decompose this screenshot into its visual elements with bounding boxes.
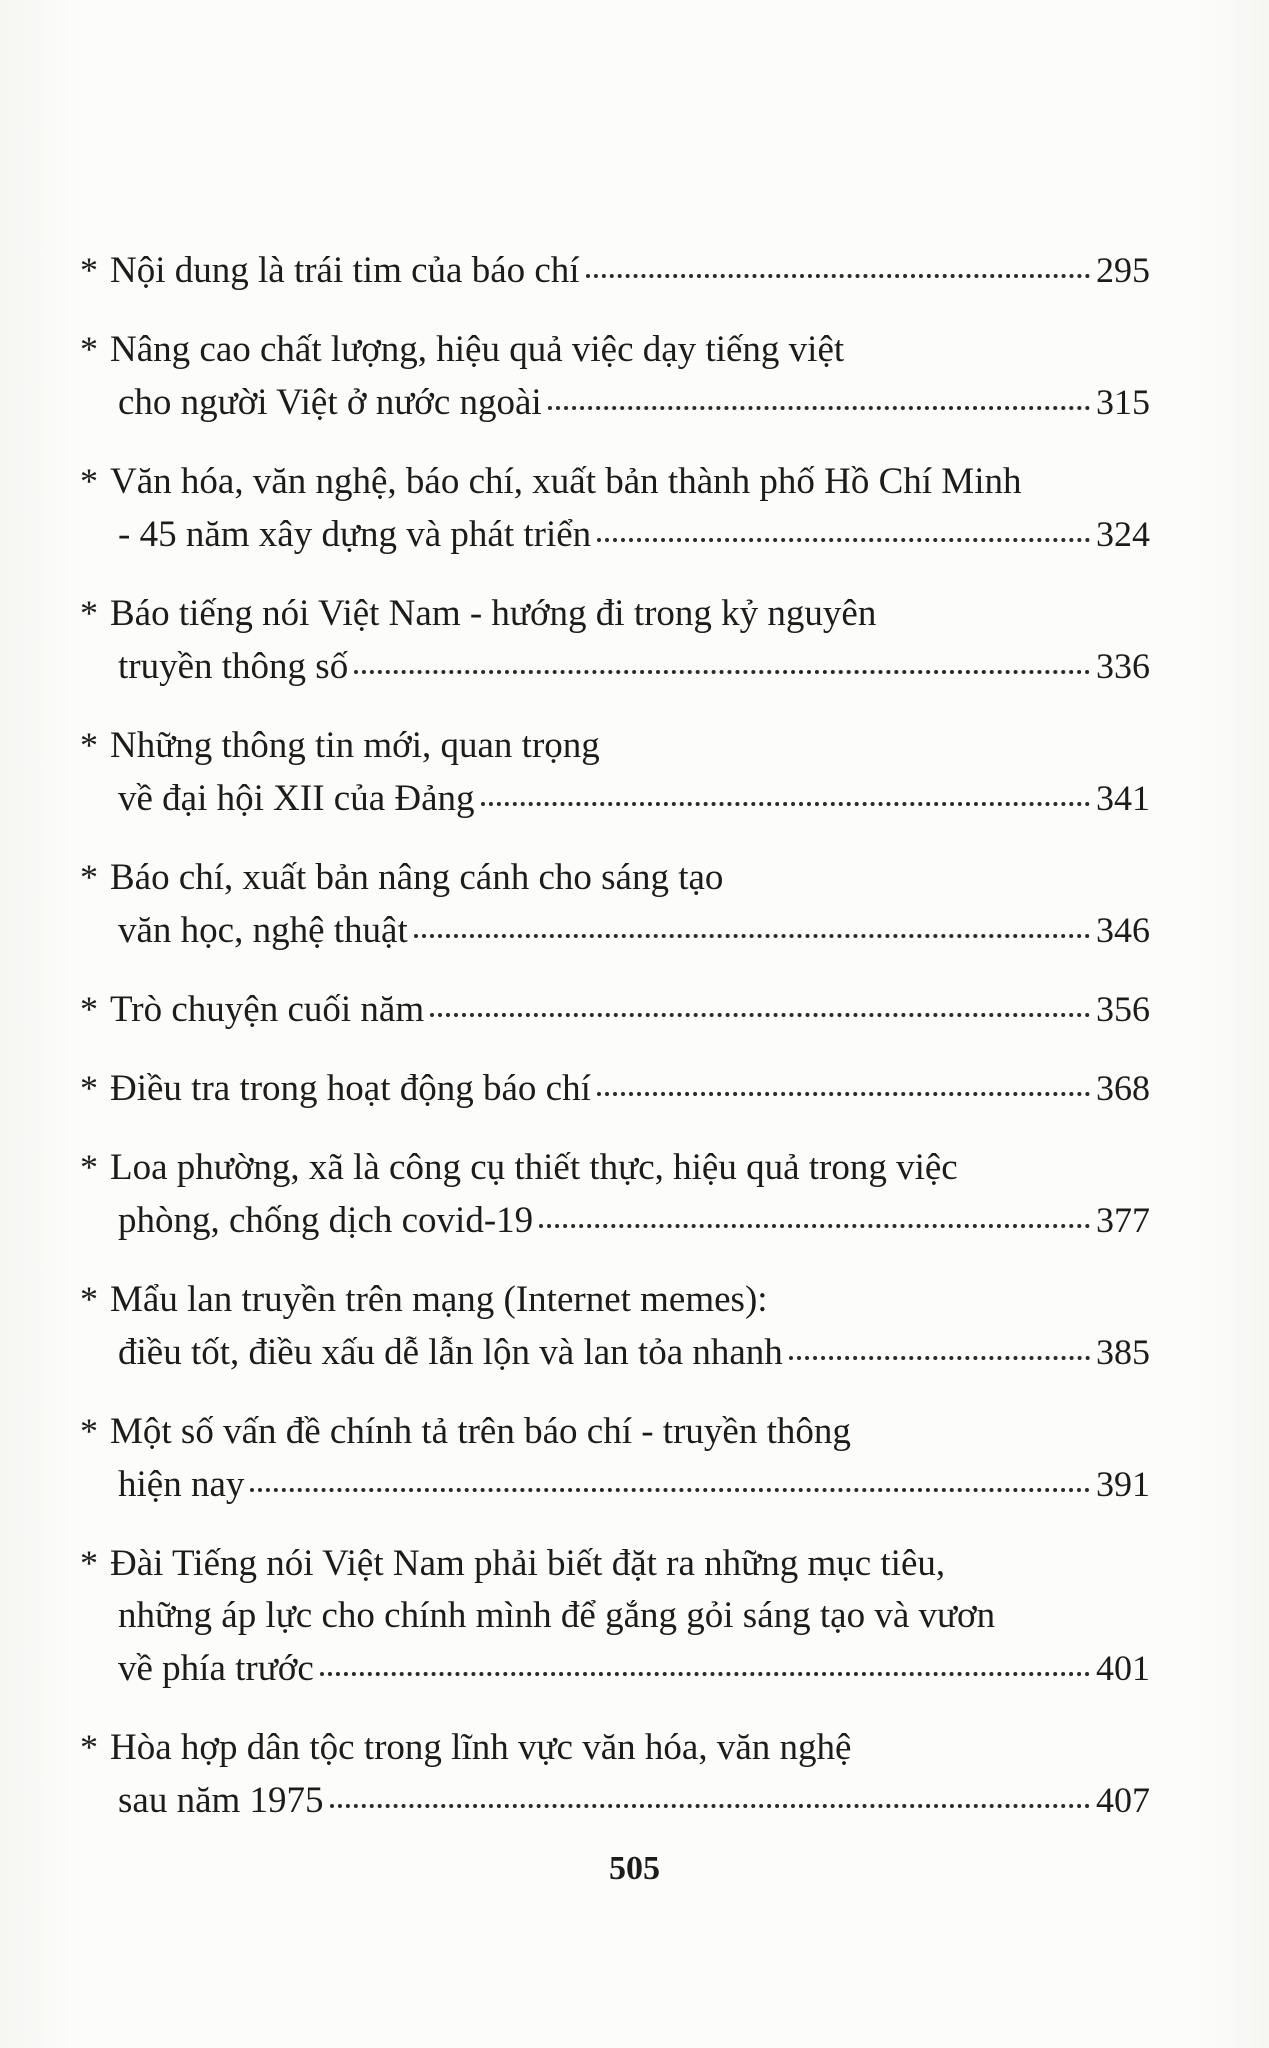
- toc-entry: [80, 851, 1150, 957]
- dot-leader: [597, 1092, 1090, 1096]
- toc-entry-line: [80, 587, 1150, 640]
- toc-entry-title: Trò chuyện cuối năm: [110, 989, 425, 1030]
- dot-leader: [250, 1488, 1090, 1492]
- toc-entry-title: Mẩu lan truyền trên mạng (Internet memes):: [110, 1279, 768, 1320]
- toc-page-ref: 407: [1096, 1780, 1150, 1820]
- bullet-marker: *: [80, 857, 98, 897]
- toc-entry-title: phòng, chống dịch covid-19: [118, 1200, 534, 1241]
- toc-entry: [80, 1405, 1150, 1511]
- dot-leader: [414, 934, 1090, 938]
- toc-entry: [80, 1721, 1150, 1827]
- toc-entry-title: Điều tra trong hoạt động báo chí: [110, 1068, 591, 1109]
- toc-entry-line: [80, 1774, 1150, 1827]
- bullet-marker: *: [80, 250, 98, 290]
- page-number: 505: [609, 1850, 660, 1887]
- bullet-marker: *: [80, 1068, 98, 1108]
- toc-entry-line: [80, 1141, 1150, 1194]
- toc-entry: [80, 1537, 1150, 1695]
- dot-leader: [354, 670, 1090, 674]
- dot-leader: [430, 1013, 1090, 1017]
- toc-entry-line: [80, 1062, 1150, 1115]
- toc-page-ref: 324: [1096, 514, 1150, 554]
- toc-entry: [80, 719, 1150, 825]
- toc-entry-title: về phía trước: [118, 1648, 314, 1689]
- table-of-contents: [80, 244, 1150, 1853]
- bullet-marker: *: [80, 989, 98, 1029]
- bullet-marker: *: [80, 1543, 98, 1583]
- toc-entry-line: [80, 983, 1150, 1036]
- dot-leader: [548, 406, 1090, 410]
- toc-entry-line: [80, 376, 1150, 429]
- toc-page-ref: 356: [1096, 989, 1150, 1029]
- dot-leader: [597, 538, 1090, 542]
- toc-entry-title: Nâng cao chất lượng, hiệu quả việc dạy tiếng việt: [110, 329, 845, 370]
- toc-entry-title: Những thông tin mới, quan trọng: [110, 725, 600, 766]
- toc-page-ref: 336: [1096, 646, 1150, 686]
- bullet-marker: *: [80, 1279, 98, 1319]
- toc-entry: [80, 983, 1150, 1036]
- toc-entry-title: văn học, nghệ thuật: [118, 910, 408, 951]
- toc-entry-line: [80, 1590, 1150, 1642]
- toc-entry-title: truyền thông số: [118, 646, 349, 687]
- toc-entry-line: [80, 1194, 1150, 1247]
- bullet-marker: *: [80, 725, 98, 765]
- toc-entry: [80, 1273, 1150, 1379]
- dot-leader: [586, 274, 1090, 278]
- toc-page-ref: 368: [1096, 1068, 1150, 1108]
- toc-entry: [80, 1062, 1150, 1115]
- toc-entry-title: về đại hội XII của Đảng: [118, 778, 475, 819]
- toc-entry-title: - 45 năm xây dựng và phát triển: [118, 514, 592, 555]
- dot-leader: [539, 1224, 1090, 1228]
- toc-entry-title: Một số vấn đề chính tả trên báo chí - truyền thông: [110, 1411, 851, 1452]
- toc-entry-line: [80, 323, 1150, 376]
- toc-entry-title: Báo chí, xuất bản nâng cánh cho sáng tạo: [110, 857, 724, 898]
- dot-leader: [789, 1356, 1090, 1360]
- toc-entry-line: [80, 1405, 1150, 1458]
- toc-entry-title: Đài Tiếng nói Việt Nam phải biết đặt ra những mục tiêu,: [110, 1543, 946, 1584]
- toc-entry-title: sau năm 1975: [118, 1780, 324, 1821]
- toc-entry-line: [80, 1326, 1150, 1379]
- toc-entry-title: Báo tiếng nói Việt Nam - hướng đi trong kỷ nguyên: [110, 593, 877, 634]
- toc-entry-line: [80, 455, 1150, 508]
- toc-entry-line: [80, 508, 1150, 561]
- toc-page-ref: 391: [1096, 1464, 1150, 1504]
- toc-entry-line: [80, 1721, 1150, 1774]
- toc-entry-title: Văn hóa, văn nghệ, báo chí, xuất bản thành phố Hồ Chí Minh: [110, 461, 1022, 502]
- toc-entry-title: cho người Việt ở nước ngoài: [118, 382, 542, 423]
- toc-page-ref: 377: [1096, 1200, 1150, 1240]
- toc-entry-line: [80, 1458, 1150, 1511]
- toc-entry: [80, 323, 1150, 429]
- dot-leader: [320, 1672, 1090, 1676]
- toc-entry-line: [80, 1537, 1150, 1590]
- toc-page-ref: 315: [1096, 382, 1150, 422]
- toc-entry: [80, 587, 1150, 693]
- toc-entry-line: [80, 1642, 1150, 1695]
- toc-entry-title: Hòa hợp dân tộc trong lĩnh vực văn hóa, văn nghệ: [110, 1727, 852, 1768]
- toc-page-ref: 346: [1096, 910, 1150, 950]
- bullet-marker: *: [80, 1727, 98, 1767]
- toc-entry-line: [80, 244, 1150, 297]
- bullet-marker: *: [80, 329, 98, 369]
- toc-entry-line: [80, 851, 1150, 904]
- toc-page-ref: 295: [1096, 250, 1150, 290]
- dot-leader: [330, 1804, 1090, 1808]
- toc-entry-line: [80, 904, 1150, 957]
- toc-page-ref: 341: [1096, 778, 1150, 818]
- dot-leader: [481, 802, 1090, 806]
- bullet-marker: *: [80, 593, 98, 633]
- toc-entry-line: [80, 640, 1150, 693]
- bullet-marker: *: [80, 461, 98, 501]
- bullet-marker: *: [80, 1411, 98, 1451]
- toc-page-ref: 401: [1096, 1648, 1150, 1688]
- toc-entry-line: [80, 772, 1150, 825]
- toc-page-ref: 385: [1096, 1332, 1150, 1372]
- toc-entry: [80, 455, 1150, 561]
- toc-entry-line: [80, 1273, 1150, 1326]
- bullet-marker: *: [80, 1147, 98, 1187]
- toc-entry: [80, 1141, 1150, 1247]
- toc-entry: [80, 244, 1150, 297]
- toc-entry-title: những áp lực cho chính mình để gắng gỏi sáng tạo và vươn: [118, 1595, 996, 1636]
- toc-entry-title: điều tốt, điều xấu dễ lẫn lộn và lan tỏa nhanh: [118, 1332, 783, 1373]
- toc-entry-line: [80, 719, 1150, 772]
- toc-entry-title: hiện nay: [118, 1464, 245, 1505]
- toc-entry-title: Loa phường, xã là công cụ thiết thực, hiệu quả trong việc: [110, 1147, 958, 1188]
- toc-entry-title: Nội dung là trái tim của báo chí: [110, 250, 580, 291]
